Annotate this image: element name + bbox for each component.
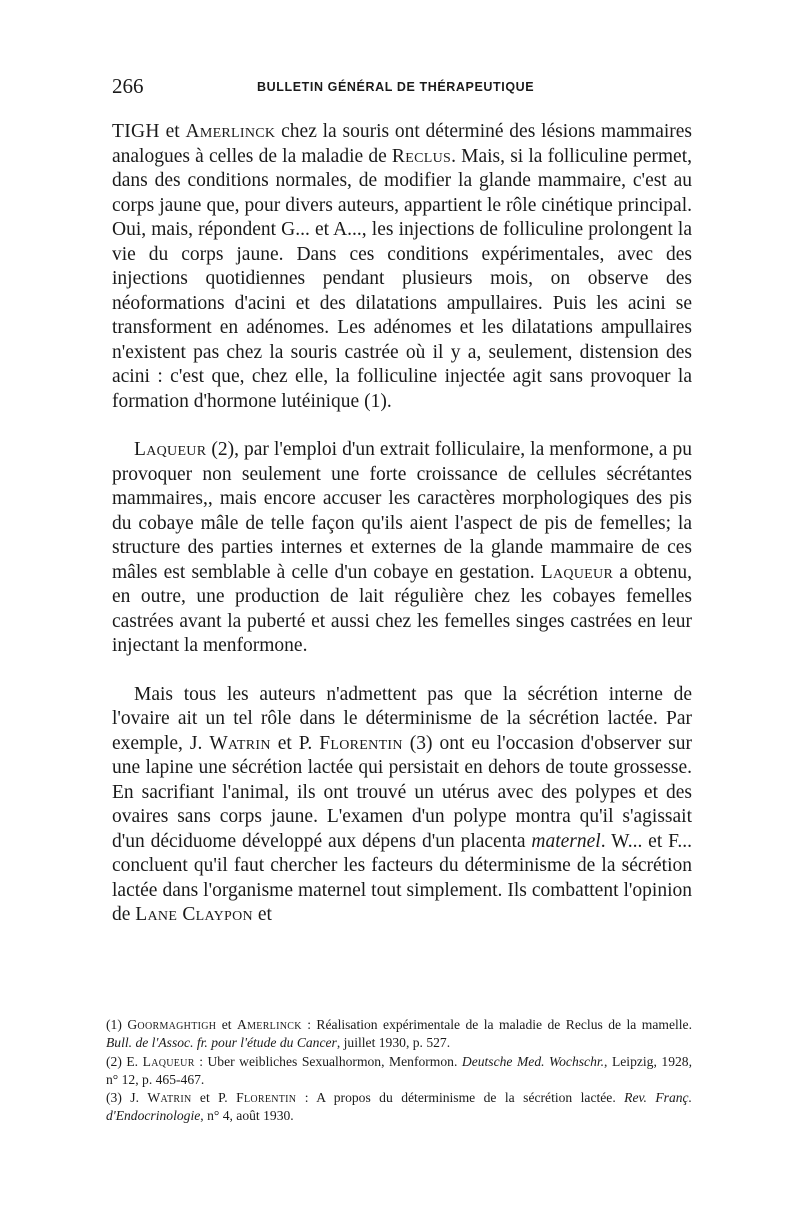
small-caps-name: Watrin [147,1090,192,1106]
small-caps-name: Laqueur [540,561,614,583]
text-run: , Leipzig, 1928, n° 12, p. 465-467. [106,1053,692,1087]
text-run: Mais tous les auteurs n'admettent pas que la sécrétion interne de l'ovaire ait un tel rôle dans le déterminisme de la sécrétion lactée. Par exemple, J. [112,683,692,754]
small-caps-name: Florentin [236,1090,297,1106]
text-run: : A propos du déterminisme de la sécrétion lactée. [296,1090,625,1106]
footnote [106,1016,692,1053]
text-run: (2) E. [106,1053,143,1069]
text-run: et P. [270,732,320,754]
small-caps-name: Goormaghtigh [127,1017,217,1032]
text-run: (3) J. [106,1090,148,1106]
text-run: chez la souris ont déterminé des lésions mammaires analogues à celles de la maladie de [112,121,693,167]
italic-text: Bull. de l'Assoc. fr. pour l'étude du Cancer [106,1035,337,1051]
small-caps-name: Laqueur [142,1053,195,1069]
text-run: , n° 4, août 1930. [200,1108,294,1124]
small-caps-name: TIGH [112,121,160,142]
text-run: et [216,1017,237,1032]
running-title: BULLETIN GÉNÉRAL DE THÉRAPEUTIQUE [257,80,535,94]
paragraph [112,120,692,414]
text-run: (1) [106,1017,128,1032]
small-caps-name: Amerlinck [185,121,276,142]
text-run: , juillet 1930, p. 527. [336,1035,451,1051]
small-caps-name: Watrin [209,732,271,754]
paragraph [112,438,692,659]
text-run: et P. [191,1090,237,1106]
small-caps-name: Amerlinck [237,1017,302,1032]
small-caps-name: Reclus [391,145,452,167]
page-number: 266 [112,74,144,98]
text-run: . Mais, si la folliculine permet, dans des conditions normales, de modifier la glande mammaire, c'est au corps jaune que, pour divers auteurs, appartient le rôle cinétique principal. Oui, mais, répondent G... et A..., les injections de folliculine prolongent la vie du corps jaune. Dans ces conditions expérimentales, avec des injections quotidiennes pendant plusieurs mois, on observe des néoformations d'acini et des dilatations ampullaires. Puis les acini se transforment en adénomes. Les adénomes et les dilatations ampullaires n'existent pas chez la souris castrée où il y a, seulement, distension des acini : c'est que, chez elle, la folliculine injectée agit sans provoquer la formation d'hormone lutéinique (1). [112,145,692,412]
text-run: (2), par l'emploi d'un extrait folliculaire, la menformone, a pu provoquer non seulement une forte croissance de cellules sécrétantes mammaires,, mais encore accuser les caractères morphologiques des pis du cobaye mâle de telle façon qu'ils aient l'aspect de pis de femelles; la structure des parties internes et externes de la glande mammaire de ces mâles est semblable à celle d'un cobaye en gestation. [112,439,692,583]
italic-text: maternel [531,830,601,852]
body-text [112,120,692,928]
text-run: et [252,904,272,925]
footnotes [106,1016,692,1126]
italic-text: Deutsche Med. Wochschr. [461,1053,605,1069]
paragraph [112,683,692,928]
small-caps-name: Florentin [319,732,403,754]
italic-text: Rev. Franç. d'Endocrinologie [106,1090,692,1124]
footnote [106,1053,692,1090]
text-run: : Uber weibliches Sexualhormon, Menformon. [194,1053,462,1069]
small-caps-name: Lane Claypon [135,904,253,925]
text-run: et [159,121,186,142]
text-run: : Réalisation expérimentale de la maladie de Reclus de la mamelle. [301,1017,692,1032]
text-run: (3) ont eu l'occasion d'observer sur une lapine une sécrétion lactée qui persistait en dehors de toute grossesse. En sacrifiant l'animal, ils ont trouvé un utérus avec des polypes et des ovaires sans corps jaune. L'examen d'un polype montra qu'il s'agissait d'un déciduome développé aux dépens d'un placenta [112,732,692,852]
text-run: a obtenu, en outre, une production de lait régulière chez les cobayes femelles castrées avant la puberté et aussi chez les femelles singes castrées en leur injectant la menformone. [112,561,692,656]
page-header [112,72,692,102]
small-caps-name: Laqueur [134,439,207,460]
text-run: . W... et F... concluent qu'il faut chercher les facteurs du déterminisme de la sécrétion lactée dans l'organisme maternel tout simplement. Ils combattent l'opinion de [112,830,692,925]
footnote [106,1089,692,1126]
